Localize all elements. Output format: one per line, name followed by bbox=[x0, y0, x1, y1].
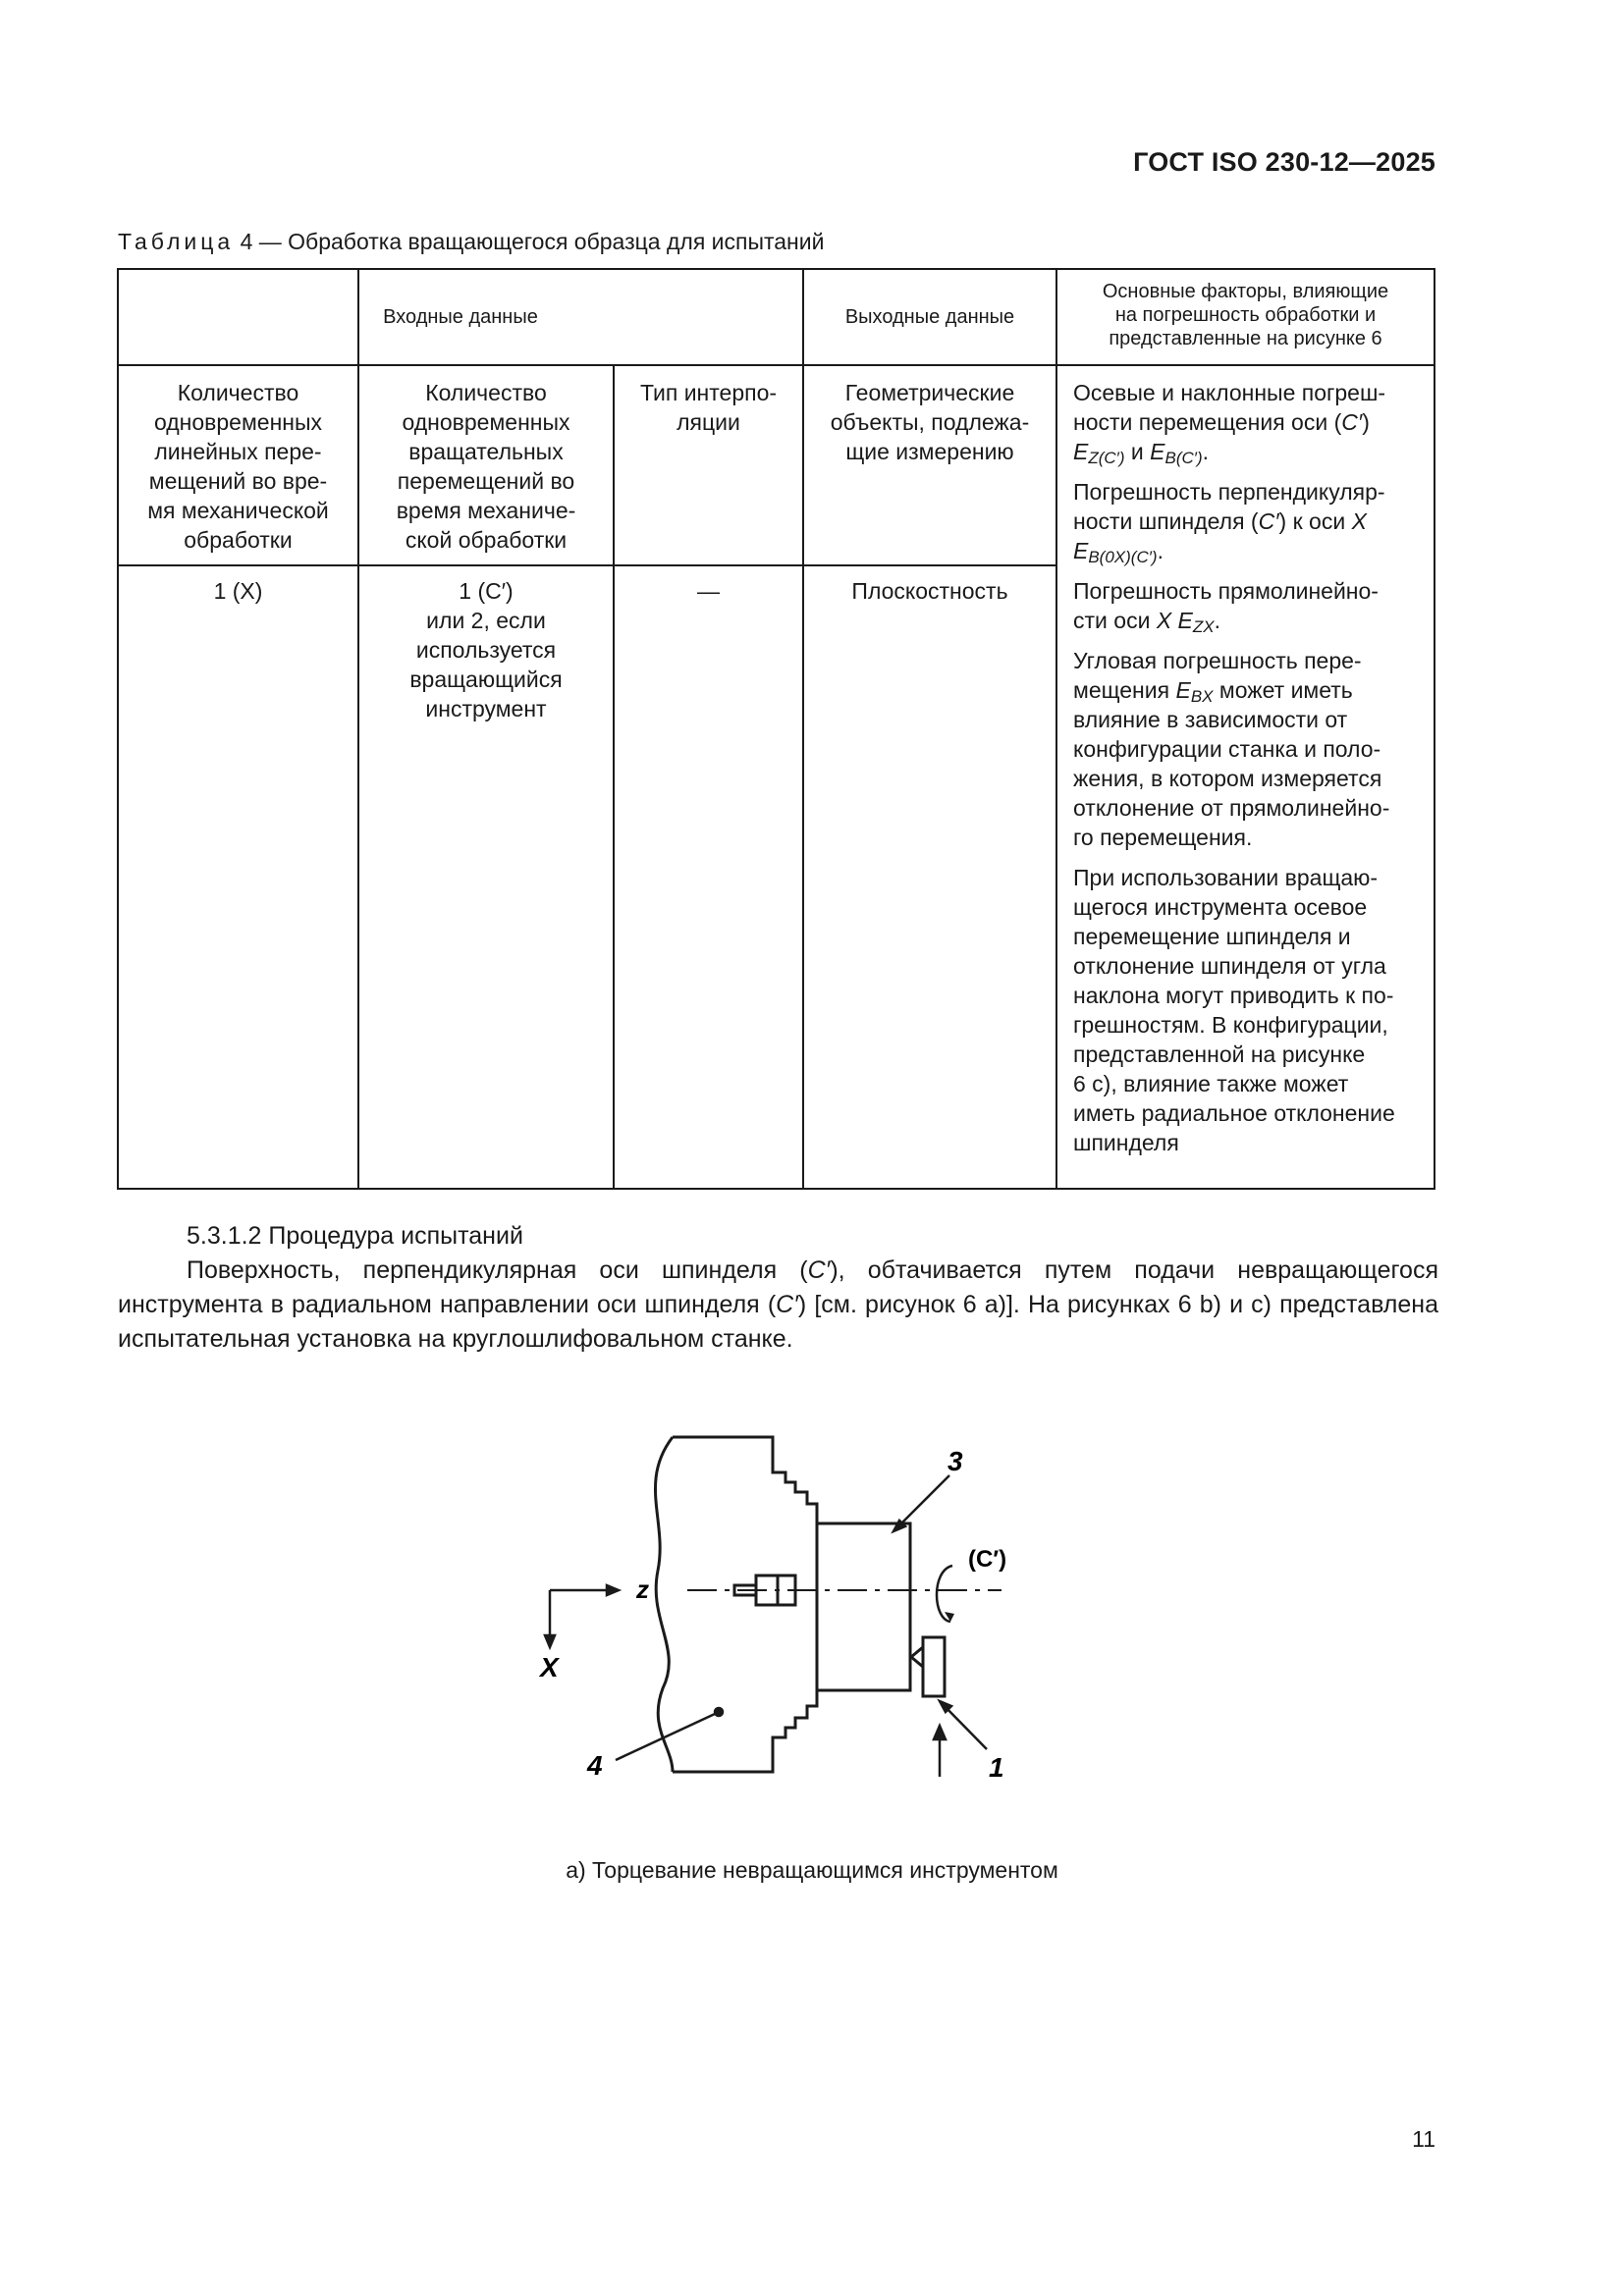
factor-perpendicularity: Погрешность перпендикуляр- ности шпинделя (C′) к оси X $E_{B(0X)(C')}$. bbox=[1073, 479, 1385, 566]
header-line: Количество bbox=[425, 380, 547, 405]
header-line: объекты, подлежа- bbox=[830, 409, 1030, 435]
table-caption-title: 4 — Обработка вращающегося образца для испытаний bbox=[240, 229, 825, 254]
feed-arrow-icon bbox=[934, 1726, 946, 1739]
section-body: Поверхность, перпендикулярная оси шпинделя (C′), обтачивается путем подачи невращающегося инструмента в радиальном направлении оси шпинделя (C′) [см. рисунок 6 a)]. На рисунках 6 b) и c) представлена испытательная установка на круглошлифовальном станке. bbox=[118, 1256, 1439, 1353]
label-c-prime: (C′) bbox=[968, 1546, 1007, 1573]
label-z: z bbox=[636, 1575, 649, 1604]
header-line: одновременных bbox=[153, 409, 323, 435]
header-factors-line: на погрешность обработки и bbox=[1114, 304, 1377, 326]
header-line: обработки bbox=[184, 527, 293, 553]
header-factors bbox=[1057, 280, 1434, 350]
factors-column bbox=[1073, 378, 1417, 1168]
callout-4: 4 bbox=[587, 1750, 603, 1781]
break-line bbox=[655, 1437, 673, 1772]
x-arrow-icon bbox=[545, 1635, 555, 1647]
header-line: Геометрические bbox=[844, 380, 1015, 405]
label-x: X bbox=[540, 1652, 559, 1682]
header-line: ской обработки bbox=[405, 527, 568, 553]
cell-line: инструмент bbox=[425, 696, 547, 721]
header-line: мя механической bbox=[147, 498, 329, 523]
factor-angular-error: Угловая погрешность пере- мещения $E_{BX}$ может иметь влияние в зависимости от конфигурации станка и поло- жения, в котором измеряется отклонение от прямолинейно- го перемещения. bbox=[1073, 648, 1390, 850]
header-input-data: Входные данные bbox=[383, 306, 538, 328]
tool bbox=[923, 1637, 945, 1696]
figure-caption: a) Торцевание невращающимся инструментом bbox=[566, 1857, 1058, 1883]
table-divider bbox=[119, 564, 1056, 566]
header-line: щие измерению bbox=[845, 439, 1014, 464]
column-header-linear-moves bbox=[119, 378, 357, 555]
table-divider bbox=[1056, 270, 1057, 1188]
header-line: перемещений во bbox=[397, 468, 575, 494]
callout-line-4 bbox=[616, 1714, 715, 1760]
factor-axial-tilt: Осевые и наклонные погреш- ности перемещения оси (C′) $E_{Z(C')}$ и $E_{B(C')}$. bbox=[1073, 380, 1386, 467]
table-caption bbox=[118, 229, 824, 255]
column-header-rotary-moves bbox=[359, 378, 613, 555]
cell-line: используется bbox=[415, 637, 557, 663]
page-number: 11 bbox=[1412, 2126, 1435, 2152]
document-code: ГОСТ ISO 230-12—2025 bbox=[1133, 147, 1435, 177]
header-line: вращательных bbox=[408, 439, 564, 464]
table-divider bbox=[613, 366, 615, 1188]
column-header-interpolation bbox=[615, 378, 802, 437]
header-line: ляции bbox=[677, 409, 740, 435]
header-line: одновременных bbox=[402, 409, 570, 435]
tool-tip bbox=[911, 1647, 923, 1667]
header-output-data: Выходные данные bbox=[844, 306, 1015, 328]
table-caption-word: Таблица bbox=[118, 229, 235, 254]
cell-rotary-moves bbox=[359, 576, 613, 723]
cell-line: вращающийся bbox=[409, 667, 563, 692]
factor-straightness: Погрешность прямолинейно- сти оси X $E_{ZX}$. bbox=[1073, 578, 1379, 636]
header-line: время механиче- bbox=[396, 498, 576, 523]
callout-dot bbox=[715, 1708, 723, 1716]
cell-interpolation: — bbox=[697, 578, 720, 604]
cell-value: 1 (X) bbox=[213, 578, 263, 604]
workpiece bbox=[817, 1523, 910, 1690]
section-heading: 5.3.1.2 Процедура испытаний bbox=[187, 1222, 523, 1250]
header-line: Количество bbox=[177, 380, 299, 405]
header-line: мещений во вре- bbox=[148, 468, 328, 494]
table-divider bbox=[119, 364, 1434, 366]
cell-geometric-objects: Плоскостность bbox=[851, 578, 1008, 604]
z-arrow-icon bbox=[607, 1585, 619, 1595]
factor-rotating-tool: При использовании вращаю- щегося инструмента осевое перемещение шпинделя и отклонение шпинделя от угла наклона могут приводить к по- грешностям. В конфигурации, представленной на рисунке 6 c), влияние также может иметь радиальное отклонение шпинделя bbox=[1073, 865, 1395, 1155]
callout-3: 3 bbox=[947, 1446, 963, 1476]
cell-linear-moves bbox=[119, 576, 357, 606]
figure-6a bbox=[461, 1394, 1090, 1787]
callout-1: 1 bbox=[989, 1752, 1004, 1783]
header-line: линейных пере- bbox=[154, 439, 322, 464]
column-header-geometric-objects bbox=[804, 378, 1056, 466]
cell-line: или 2, если bbox=[426, 608, 546, 633]
header-factors-line: Основные факторы, влияющие bbox=[1102, 281, 1389, 302]
header-factors-line: представленные на рисунке 6 bbox=[1109, 328, 1382, 349]
cell-line: 1 (C′) bbox=[459, 578, 514, 604]
header-line: Тип интерпо- bbox=[639, 380, 778, 405]
